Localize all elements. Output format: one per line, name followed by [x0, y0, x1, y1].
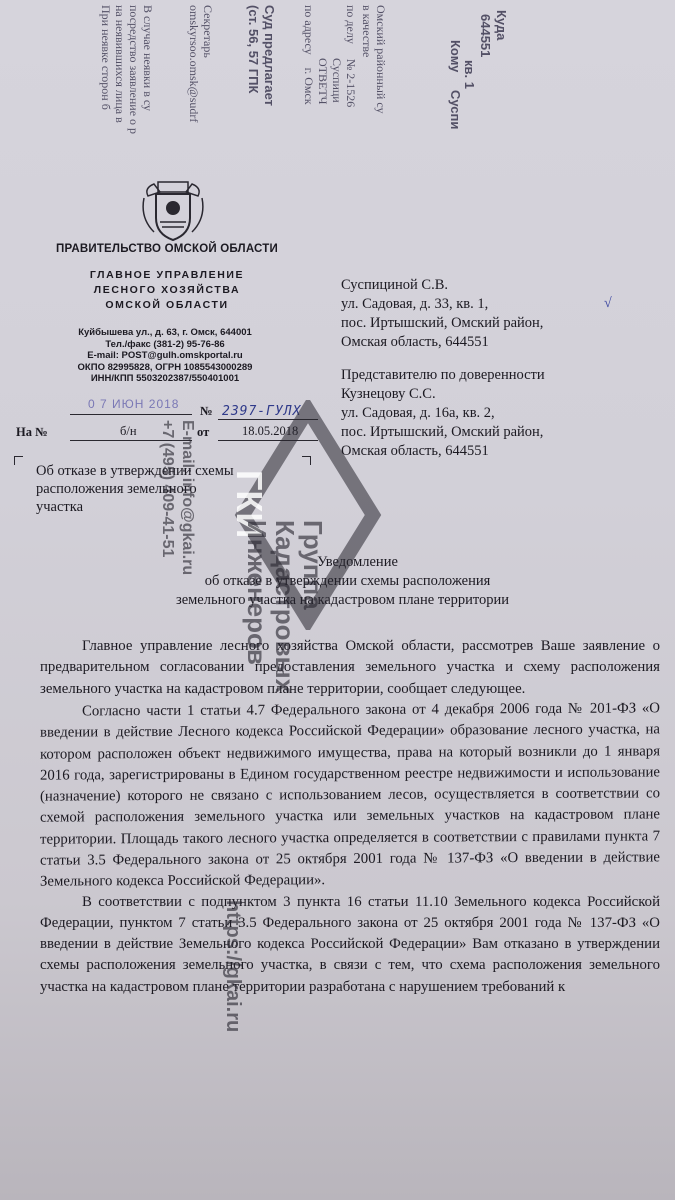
- watermark-line-2: Кадастровых: [270, 520, 300, 694]
- bleed-through-column-1: [494, 10, 508, 40]
- incoming-number-label: На №: [16, 425, 48, 439]
- bleed-text: г. Омск: [302, 67, 316, 105]
- bleed-through-column-4a: [201, 5, 215, 58]
- coat-of-arms-icon: [140, 178, 206, 242]
- subject-line: расположения земельного: [36, 481, 197, 497]
- bleed-through-kv: [462, 60, 476, 89]
- department-line: ГЛАВНОЕ УПРАВЛЕНИЕ: [89, 269, 245, 281]
- email-line: E-mail: POST@gulh.omskportal.ru: [87, 350, 243, 361]
- incoming-date-value: 18.05.2018: [242, 424, 299, 438]
- notice-title-line: об отказе в утверждении схемы расположения: [204, 573, 491, 589]
- bleed-text: При неявке сторон б: [99, 5, 113, 110]
- recipient-line: Омская область, 644551: [341, 334, 489, 350]
- bleed-text: (ст. 56, 57 ГПК: [246, 5, 261, 94]
- bleed-text: по делу: [344, 5, 358, 44]
- representative-line: Омская область, 644551: [341, 443, 489, 459]
- registration-date-stamp: 0 7 ИЮН 2018: [88, 397, 180, 411]
- bleed-text: Секретарь: [201, 5, 215, 58]
- department-line: ЛЕСНОГО ХОЗЯЙСТВА: [93, 284, 241, 296]
- bleed-through-kuda: [478, 14, 492, 57]
- recipient-line: ул. Садовая, д. 33, кв. 1,: [341, 296, 489, 312]
- bleed-text: Кому: [448, 40, 463, 73]
- bleed-text: ОТВЕТЧ: [316, 58, 330, 105]
- bleed-through-column-5c: [113, 5, 127, 123]
- subject-line: участка: [36, 499, 84, 515]
- okpo-line: ОКПО 82995828, ОГРН 1085543000289: [77, 361, 253, 373]
- body-paragraph-2: Согласно части 1 статьи 4.7 Федерального закона от 4 декабря 2006 года № 201-ФЗ «О введении в действие Лесного кодекса Российской Федерации» образование лесного участка, на котором расположен объект недвижимого имущества, права на который возникли до 1 января 2016 года, зарегистрированы в Едином государственном реестре недвижимости и использование (назначение) которого не связано с использованием лесов, осуществляется в соответствии со схемой расположения земельного участка или земельных участков на кадастровом плане территории. Площадь такого лесного участка определяется в соответствии с правилами пункта 7 статьи 3.5 Федерального закона от 25 октября 2001 года № 137-ФЗ «О введении в действие Земельного кодекса Российской Федерации».: [40, 700, 660, 890]
- bleed-through-komu: [448, 40, 462, 129]
- watermark-line-1: Группа: [298, 520, 328, 610]
- bleed-text: кв. 1: [462, 60, 477, 89]
- bleed-through-column-2b: [360, 5, 374, 57]
- bleed-through-column-5d: [99, 5, 113, 110]
- bleed-text: Суд предлагает: [262, 5, 277, 106]
- date-underline: [70, 414, 192, 415]
- bleed-through-column-2d: [330, 58, 344, 103]
- phone-line: Тел./факс (381-2) 95-76-86: [105, 338, 225, 350]
- bleed-through-column-2a: [374, 5, 388, 114]
- watermark-phone: +7 (495) 409-41-51: [159, 420, 176, 558]
- address-line: Куйбышева ул., д. 63, г. Омск, 644001: [78, 327, 252, 338]
- bleed-through-column-2e: [316, 58, 330, 104]
- bleed-through-column-5b: [127, 5, 141, 134]
- bleed-text: omskyrsoo.omsk@sudrf: [187, 5, 201, 123]
- body-paragraph-1: Главное управление лесного хозяйства Омской области, рассмотрев Ваше заявление о предварительном согласовании предоставления земельного участка и схему расположения земельного участка на кадастровом плане территории, сообщает следующее.: [40, 638, 660, 697]
- watermark-brand: ГКИ: [229, 470, 270, 539]
- bleed-through-column-2f: [302, 5, 316, 105]
- representative-line: ул. Садовая, д. 16а, кв. 2,: [341, 405, 495, 421]
- department-contacts: [30, 327, 300, 385]
- bleed-text: на неявившихся лица в: [113, 5, 127, 123]
- recipient-line: Суспициной С.В.: [341, 277, 449, 293]
- watermark-line-3: Инженеров: [242, 520, 272, 665]
- bleed-text: Куда: [494, 10, 509, 41]
- notice-title-line: земельного участка на кадастровом плане территории: [175, 592, 510, 608]
- bleed-through-column-5a: [141, 5, 155, 111]
- incoming-date-label: от: [197, 425, 210, 439]
- bleed-text: № 2-1526: [344, 58, 358, 108]
- bleed-text: по адресу: [302, 5, 316, 55]
- bleed-through-column-2c: [344, 5, 358, 107]
- letter-body: [40, 636, 660, 998]
- bleed-through-column-4b: [187, 5, 201, 122]
- bleed-text: в качестве: [360, 5, 374, 58]
- government-title: ПРАВИТЕЛЬСТВО ОМСКОЙ ОБЛАСТИ: [56, 243, 278, 255]
- outgoing-number-value: 2397-ГУЛХ: [222, 404, 302, 419]
- bleed-through-column-3b: [246, 5, 260, 93]
- representative-line: пос. Иртышский, Омский район,: [341, 424, 544, 440]
- inn-line: ИНН/КПП 5503202387/550401001: [90, 373, 240, 384]
- bleed-through-column-3a: [262, 5, 276, 106]
- bleed-text: Омский районный су: [374, 5, 388, 114]
- bleed-text: посредство заявление о р: [127, 5, 141, 135]
- notice-title-line: Уведомление: [317, 554, 398, 570]
- bleed-text: Суспици: [330, 58, 344, 103]
- subject-line: Об отказе в утверждении схемы: [36, 463, 234, 479]
- department-line: ОМСКОЙ ОБЛАСТИ: [105, 299, 229, 311]
- watermark-site: https://gkai.ru: [222, 900, 244, 1033]
- check-mark-icon: √: [604, 296, 612, 311]
- representative-line: Кузнецову С.С.: [341, 386, 436, 402]
- representative-line: Представителю по доверенности: [341, 367, 545, 383]
- outgoing-number-label: №: [200, 404, 213, 418]
- watermark-email: E-mail: info@gkai.ru: [179, 420, 196, 576]
- body-paragraph-3: В соответствии с подпунктом 3 пункта 16 статьи 11.10 Земельного кодекса Российской Федерации, пунктом 7 статьи 3.5 Федерального закона от 25 октября 2001 года № 137-ФЗ «О введении в действие Земельного кодекса Российской Федерации» Вам отказано в утверждении схемы расположения земельного участка, в связи с тем, что схема расположения земельного участка на кадастровом плане территории разработана с нарушением требований к: [40, 893, 660, 995]
- bleed-text: В случае неявки в су: [141, 5, 155, 112]
- recipient-line: пос. Иртышский, Омский район,: [341, 315, 544, 331]
- subject-bracket-left: [14, 456, 23, 465]
- bleed-text: Суспи: [448, 90, 463, 130]
- bleed-text: 644551: [478, 14, 493, 58]
- incoming-number-value: б/н: [120, 424, 137, 438]
- department-name: [52, 268, 282, 313]
- recipient-address: [341, 276, 543, 352]
